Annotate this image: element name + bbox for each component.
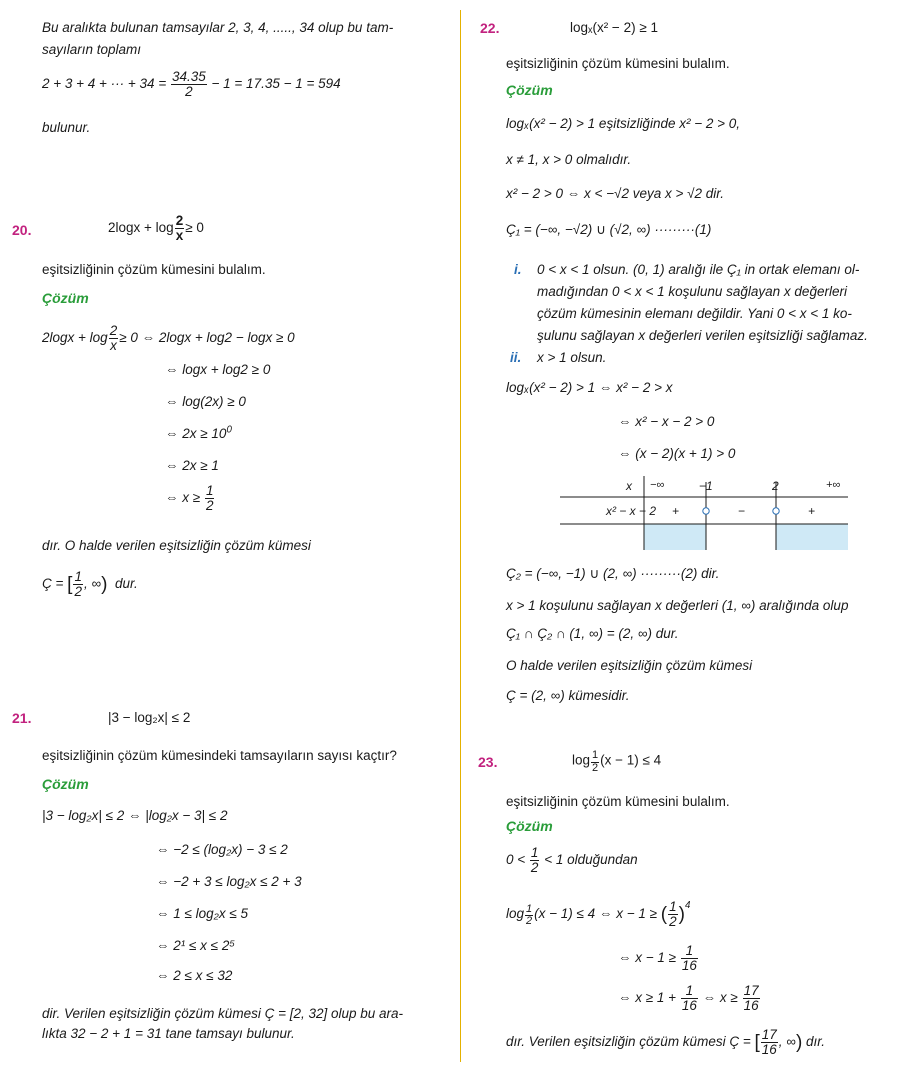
- problem-21-number: 21.: [12, 710, 32, 726]
- p20-answer: Ç = [ $\frac{1}{2}$ , ∞) dur.: [42, 569, 138, 600]
- case-ii-label: ii.: [510, 350, 522, 365]
- p22-line-2: x ≠ 1, x > 0 olmalıdır.: [506, 152, 632, 167]
- p22-line-5: Ç₂ = (−∞, −1) ∪ (2, ∞) ·········(2) dir.: [506, 566, 720, 581]
- p22-line-3: x² − 2 > 0 ⇔ x < −√2 veya x > √2 dir.: [506, 186, 725, 201]
- case-i-label: i.: [514, 262, 522, 277]
- problem-20-cozum-heading: Çözüm: [42, 290, 89, 306]
- p22-line-1: logₓ(x² − 2) > 1 eşitsizliğinde x² − 2 > 0,: [506, 116, 741, 131]
- sign-table-sign-2: −: [738, 504, 746, 518]
- sign-table-point-neg-inf: −∞: [650, 479, 665, 491]
- case-ii-line-1: x > 1 olsun.: [537, 350, 607, 365]
- problem-22-cozum-heading: Çözüm: [506, 82, 553, 98]
- p22-line-7: Ç₁ ∩ Ç₂ ∩ (1, ∞) = (2, ∞) dur.: [506, 626, 679, 641]
- p22-line-6: x > 1 koşulunu sağlayan x değerleri (1, ∞) aralığında olup: [506, 598, 849, 613]
- p21-step-4: ⇔ 1 ≤ log₂x ≤ 5: [156, 906, 249, 921]
- sign-table-sign-1: +: [672, 504, 680, 518]
- p21-step-1: |3 − log₂x| ≤ 2 ⇔ |log₂x − 3| ≤ 2: [42, 808, 228, 823]
- p20-step-3: ⇔ log(2x) ≥ 0: [165, 394, 246, 409]
- sign-table-point-2: 2: [772, 479, 779, 493]
- p23-step-2: ⇔ x − 1 ≥ $\frac{1}{16}$: [618, 943, 697, 974]
- problem-23-number: 23.: [478, 754, 498, 770]
- intro-end: bulunur.: [42, 120, 91, 135]
- p20-step-4: ⇔ $2x \ge 10^0$: [165, 424, 232, 441]
- problem-21-statement: |3 − log₂x| ≤ 2: [108, 710, 191, 725]
- column-divider: [460, 10, 461, 1062]
- problem-23-prompt: eşitsizliğinin çözüm kümesini bulalım.: [506, 794, 730, 809]
- intro-line-2: sayıların toplamı: [42, 42, 142, 57]
- problem-20-number: 20.: [12, 222, 32, 238]
- p21-step-2: ⇔ −2 ≤ (log₂x) − 3 ≤ 2: [156, 842, 288, 857]
- sign-table-expression: x² − x − 2: [606, 504, 657, 518]
- problem-21-prompt: eşitsizliğinin çözüm kümesindeki tamsayıların sayısı kaçtır?: [42, 748, 397, 763]
- p20-conclusion: dır. O halde verilen eşitsizliğin çözüm kümesi: [42, 538, 311, 553]
- p22-line-9: Ç = (2, ∞) kümesidir.: [506, 688, 630, 703]
- intro-line-1: Bu aralıkta bulunan tamsayılar 2, 3, 4, ....., 34 olup bu tam-: [42, 20, 394, 35]
- sign-table: [560, 476, 848, 550]
- p22-eq-1: logₓ(x² − 2) > 1 ⇔ x² − 2 > x: [506, 380, 673, 395]
- p23-line-1: 0 < $\frac{1}{2}$ < 1 olduğundan: [506, 845, 638, 876]
- problem-22-statement: logₓ(x² − 2) ≥ 1: [570, 20, 658, 35]
- case-i-line-3: çözüm kümesinin elemanı değildir. Yani 0 < x < 1 ko-: [537, 306, 852, 321]
- p23-conclusion: dır. Verilen eşitsizliğin çözüm kümesi Ç = [ $\frac{17}{16}$ , ∞) dır.: [506, 1027, 826, 1058]
- case-i-line-4: şulunu sağlayan x değerleri verilen eşitsizliği sağlamaz.: [537, 328, 868, 343]
- p23-step-1: log $\frac{1}{2}$ (x − 1) ≤ 4 ⇔ x − 1 ≥ ( $\frac{1}{2}$ )$^4$: [506, 899, 691, 930]
- p21-step-6: ⇔ 2 ≤ x ≤ 32: [156, 968, 233, 983]
- case-i-line-1: 0 < x < 1 olsun. (0, 1) aralığı ile Ç₁ in ortak elemanı ol-: [537, 262, 860, 277]
- sign-table-sign-3: +: [808, 504, 816, 518]
- p21-conclusion-1: dir. Verilen eşitsizliğin çözüm kümesi Ç = [2, 32] olup bu ara-: [42, 1006, 404, 1021]
- sign-table-point-minus-1: −1: [699, 479, 713, 493]
- problem-22-prompt: eşitsizliğinin çözüm kümesini bulalım.: [506, 56, 730, 71]
- p23-step-3: ⇔ x ≥ 1 + $\frac{1}{16}$ ⇔ x ≥ $\frac{17}{16}$: [618, 983, 759, 1014]
- sign-table-x-label: x: [626, 479, 632, 493]
- sum-fraction: $\frac{34.35}{2}$: [171, 69, 206, 100]
- problem-21-cozum-heading: Çözüm: [42, 776, 89, 792]
- p21-step-3: ⇔ −2 + 3 ≤ log₂x ≤ 2 + 3: [156, 874, 302, 889]
- p20-step-1: 2logx + log $\frac{2}{x}$ ≥ 0 ⇔ 2logx + log2 − logx ≥ 0: [42, 323, 295, 354]
- p20-step-2: ⇔ logx + log2 ≥ 0: [165, 362, 271, 377]
- problem-20-statement: 2logx + log $\frac{2}{x}$ ≥ 0: [108, 213, 204, 244]
- p21-conclusion-2: lıkta 32 − 2 + 1 = 31 tane tamsayı bulunur.: [42, 1026, 295, 1041]
- p20-step-6: ⇔ x ≥ $\frac{1}{2}$: [165, 483, 214, 514]
- case-i-line-2: madığından 0 < x < 1 koşulunu sağlayan x değerleri: [537, 284, 847, 299]
- p22-eq-3: ⇔ (x − 2)(x + 1) > 0: [618, 446, 736, 461]
- p22-line-4: Ç₁ = (−∞, −√2) ∪ (√2, ∞) ·········(1): [506, 222, 712, 237]
- p21-step-5: ⇔ 2¹ ≤ x ≤ 2⁵: [156, 938, 236, 953]
- p22-line-8: O halde verilen eşitsizliğin çözüm kümesi: [506, 658, 753, 673]
- problem-23-cozum-heading: Çözüm: [506, 818, 553, 834]
- p22-eq-2: ⇔ x² − x − 2 > 0: [618, 414, 715, 429]
- problem-23-statement: log $\frac{1}{2}$ (x − 1) ≤ 4: [572, 749, 662, 774]
- intro-sum: 2 + 3 + 4 + ··· + 34 = $\frac{34.35}{2}$ − 1 = 17.35 − 1 = 594: [42, 69, 341, 100]
- problem-22-number: 22.: [480, 20, 500, 36]
- problem-20-prompt: eşitsizliğinin çözüm kümesini bulalım.: [42, 262, 266, 277]
- sign-table-point-pos-inf: +∞: [826, 479, 841, 491]
- p20-step-5: ⇔ 2x ≥ 1: [165, 458, 219, 473]
